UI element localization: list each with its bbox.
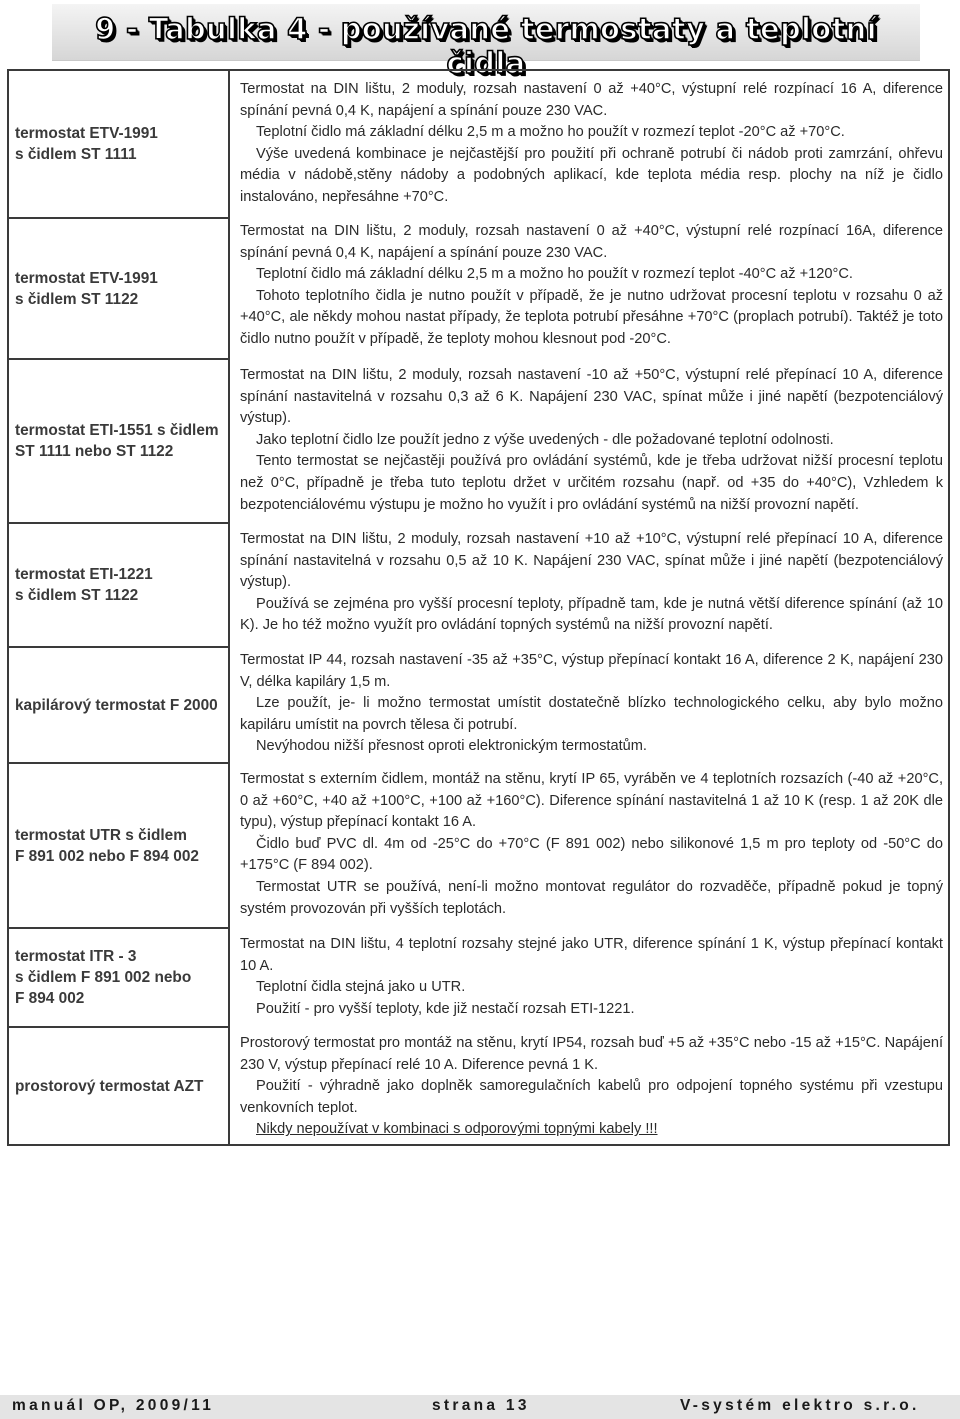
row-description: [240, 365, 943, 516]
row-description: [240, 79, 943, 209]
table-row: [9, 524, 948, 646]
row-label-cell: [9, 360, 230, 522]
table-row: [9, 929, 948, 1026]
footer-manual: manuál OP, 2009/11: [12, 1397, 215, 1414]
row-label: termostat ETI-1221 s čidlem ST 1122: [15, 566, 153, 604]
description-paragraph: Prostorový termostat pro montáž na stěnu, krytí IP54, rozsah buď +5 až +35°C nebo -15 až +15°C. Napájení 230 V, výstup přepínací relé 10 A. Diference pevná 1 K.: [240, 1035, 943, 1073]
row-label: termostat UTR s čidlem F 891 002 nebo F 894 002: [15, 826, 199, 865]
row-label-cell: [9, 71, 230, 217]
row-description: [240, 1033, 943, 1141]
description-paragraph: Používá se zejména pro vyšší procesní teploty, případně tam, kde je nutná větší diference spínání (až 10 K). Je ho též možno využít pro ovládání topných systémů na nižší provozní napětí.: [240, 595, 943, 634]
description-paragraph: Výše uvedená kombinace je nejčastější pro použití při ochraně potrubí či nádob proti zamrzání, ohřevu média v nádobě,stěny nádoby a podobných aplikací, kde teplota média resp. plochy na níž je čidlo instalováno, nepřesáhne +70°C.: [240, 145, 943, 205]
table-row: [9, 1028, 948, 1144]
row-description: [240, 934, 943, 1020]
row-label: termostat ETV-1991 s čidlem ST 1122: [15, 269, 158, 308]
description-paragraph: Termostat UTR se používá, není-li možno montovat regulátor do rozvaděče, případně pokud je topný systém provozován při vyšších teplotách.: [240, 878, 943, 917]
row-label: prostorový termostat AZT: [15, 1077, 204, 1095]
page-title: 9 - Tabulka 4 - používané termostaty a teplotní čidla: [95, 12, 877, 80]
table-row: [9, 71, 948, 217]
row-label: termostat ETI-1551 s čidlem ST 1111 nebo ST 1122: [15, 422, 219, 460]
description-paragraph: Lze použít, je- li možno termostat umístit dostatečně blízko technologického celku, aby bylo možno kapiláru umístit na povrch tělesa či potrubí.: [240, 695, 943, 733]
title-bar: [52, 4, 920, 80]
warning-text-underlined: Nikdy nepoužívat v kombinaci s odporovými topnými kabely !!!: [256, 1121, 658, 1138]
description-paragraph: Teplotní čidlo má základní délku 2,5 m a možno ho použít v rozmezí teplot -40°C až +120°C.: [256, 266, 853, 283]
row-description: [240, 650, 943, 758]
description-paragraph: Termostat na DIN lištu, 2 moduly, rozsah nastavení +10 až +10°C, výstupní relé přepínací 10 A, diference spínání nastavitelná v rozsahu 0,5 až 10 K. Napájení 230 VAC, spínat může i jiné napětí (bezpotenciálový výstup).: [240, 531, 943, 591]
description-paragraph: Termostat IP 44, rozsah nastavení -35 až +35°C, výstup přepínací kontakt 16 A, diference 2 K, napájení 230 V, délka kapiláry 1,5 m.: [240, 652, 943, 690]
description-paragraph: Jako teplotní čidlo lze použít jedno z výše uvedených - dle požadované teplotní odolnosti.: [256, 431, 834, 448]
warning-text: [240, 1119, 943, 1141]
description-paragraph: Termostat s externím čidlem, montáž na stěnu, krytí IP 65, vyráběn ve 4 teplotních rozsazích (-40 až +20°C, 0 až +60°C, +40 až +100°C, +100 až +160°C). Diference spínání nastavitelná 1 až 10 K (resp. 1 až 20K dle typu), výstup přepínací kontakt 16 A.: [240, 771, 943, 831]
description-paragraph: Termostat na DIN lištu, 2 moduly, rozsah nastavení 0 až +40°C, výstupní relé rozpínací 16 A, diference spínání pevná 0,4 K, napájení a spínání pouze 230 VAC.: [240, 81, 943, 119]
row-label: kapilárový termostat F 2000: [15, 696, 218, 714]
table-row: [9, 360, 948, 522]
description-paragraph: Použití - výhradně jako doplněk samoregulačních kabelů pro odpojení topného systému při vzestupu venkovních teplot.: [240, 1078, 943, 1116]
table-row: [9, 764, 948, 927]
description-paragraph: Použití - pro vyšší teploty, kde již nestačí rozsah ETI-1221.: [256, 1000, 635, 1017]
row-label-cell: [9, 219, 230, 358]
table-row: [9, 648, 948, 762]
row-description: [240, 221, 943, 351]
description-paragraph: Tohoto teplotního čidla je nutno použít v případě, že je nutno udržovat procesní teplotu v rozsahu 0 až +40°C, ale někdy mohou nastat případy, že teplota potrubí přesáhne +70°C (proplach potrubí). Taktéž je toto čidlo nutno použít v případě, že teploty mohou klesnout pod -20°C.: [240, 287, 943, 347]
row-label-cell: [9, 929, 230, 1026]
description-paragraph: Tento termostat se nejčastěji používá pro ovládání systémů, kde je třeba udržovat nižší procesní teplotu než 0°C, případně je třeba tuto teplotu držet v určitém rozsahu (např. od +35 do +40°C), Vzhledem k bezpotenciálovému výstupu je možno ho využít i pro ovládání systémů na nižší provozní napětí.: [240, 453, 943, 513]
footer: [0, 1395, 960, 1419]
row-label-cell: [9, 764, 230, 927]
description-paragraph: Termostat na DIN lištu, 4 teplotní rozsahy stejné jako UTR, diference spínání 1 K, výstup přepínací kontakt 10 A.: [240, 936, 943, 974]
row-label-cell: [9, 524, 230, 646]
description-paragraph: Teplotní čidla stejná jako u UTR.: [256, 979, 466, 996]
description-paragraph: Termostat na DIN lištu, 2 moduly, rozsah nastavení -10 až +50°C, výstupní relé přepínací 10 A, diference spínání nastavitelná v rozsahu 0,3 až 6 K. Napájení 230 VAC, spínat může i jiné napětí (bezpotenciálový výstup).: [240, 367, 943, 427]
row-label: termostat ETV-1991 s čidlem ST 1111: [15, 125, 158, 163]
description-paragraph: Nevýhodou nižší přesnost oproti elektronickým termostatům.: [256, 738, 647, 755]
row-description: [240, 769, 943, 920]
row-label-cell: [9, 1028, 230, 1144]
row-label: termostat ITR - 3 s čidlem F 891 002 nebo F 894 002: [15, 948, 192, 1007]
description-paragraph: Termostat na DIN lištu, 2 moduly, rozsah nastavení 0 až +40°C, výstupní relé rozpínací 16A, diference spínání pevná 0,4 K, napájení a spínání pouze 230 VAC.: [240, 223, 943, 261]
description-paragraph: Čidlo buď PVC dl. 4m od -25°C do +70°C (F 891 002) nebo silikonové 1,5 m pro teploty od -50°C do +175°C (F 894 002).: [240, 835, 943, 874]
footer-company: V-systém elektro s.r.o.: [680, 1397, 920, 1414]
description-paragraph: Teplotní čidlo má základní délku 2,5 m a možno ho použít v rozmezí teplot -20°C až +70°C.: [256, 124, 845, 141]
footer-page-number: strana 13: [432, 1397, 530, 1414]
table-row: [9, 219, 948, 358]
thermostat-table: [7, 69, 950, 1146]
row-description: [240, 529, 943, 637]
row-label-cell: [9, 648, 230, 762]
